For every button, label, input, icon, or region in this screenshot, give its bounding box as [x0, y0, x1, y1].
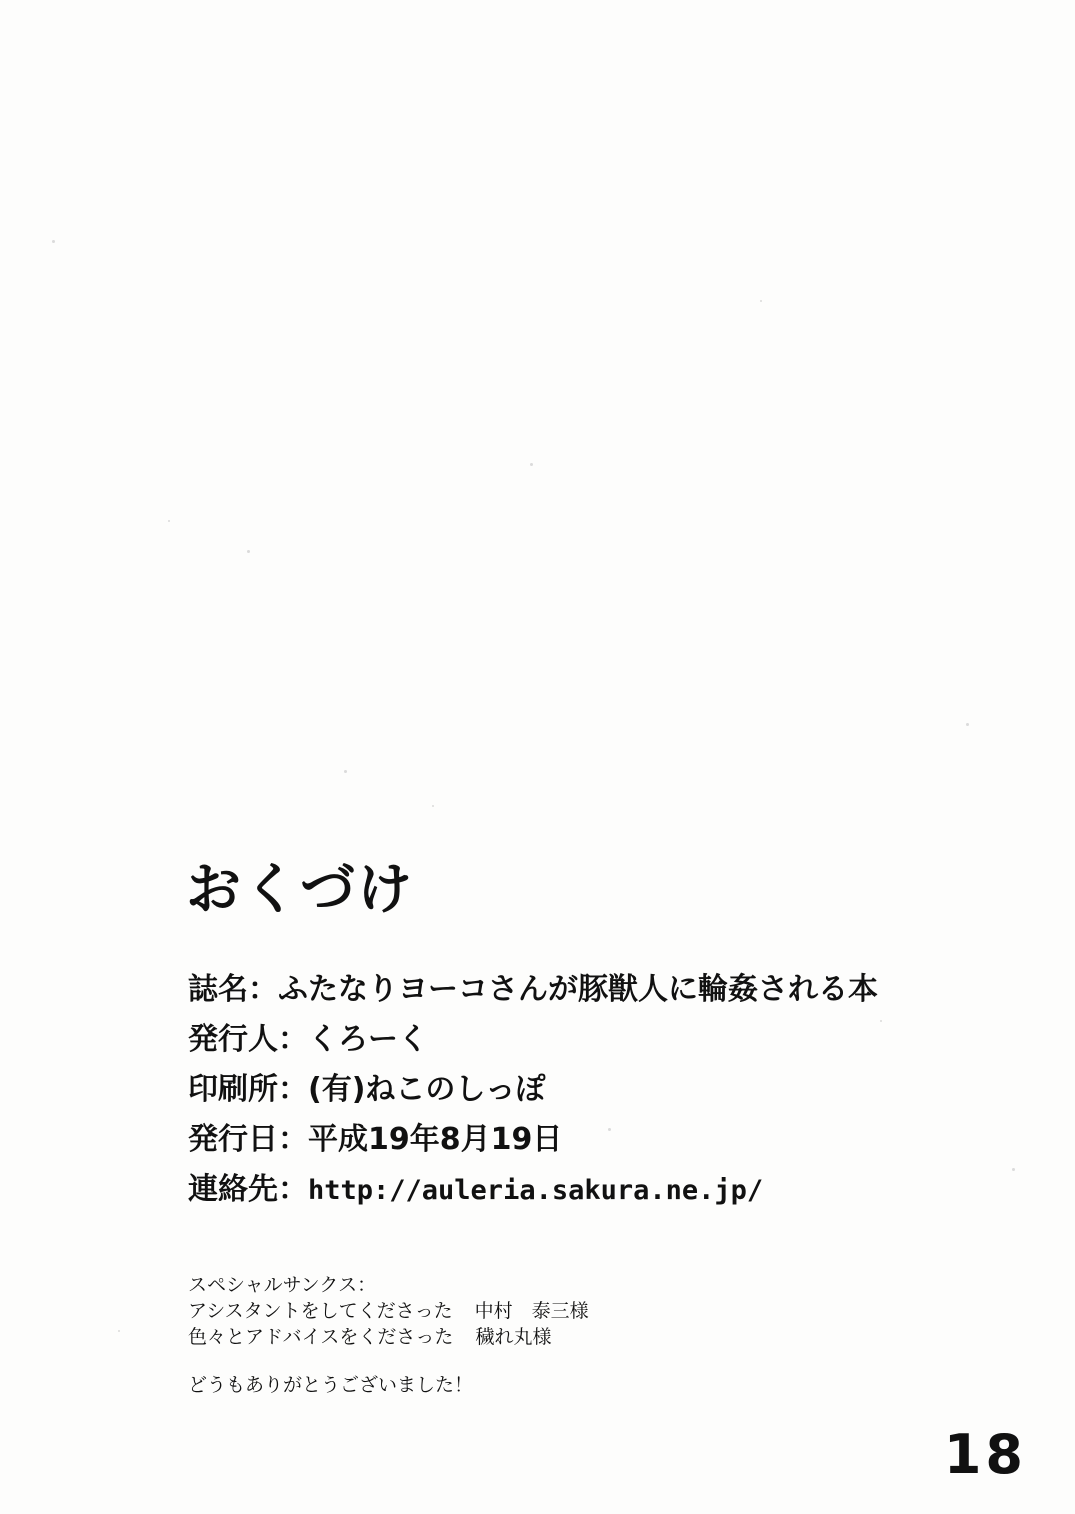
section-title: おくづけ: [186, 857, 415, 921]
thanks-text: 色々とアドバイスをくださった: [188, 1326, 454, 1348]
thanks-name: 中村 泰三様: [474, 1300, 589, 1322]
info-value: くろーく: [308, 1022, 428, 1057]
info-value: 平成19年8月19日: [308, 1122, 563, 1157]
thanks-line: [188, 1298, 888, 1324]
publication-info: [188, 965, 988, 1216]
info-row: [188, 1065, 988, 1115]
thanks-line: [188, 1324, 888, 1350]
info-value: ふたなりヨーコさんが豚獣人に輪姦される本: [278, 972, 878, 1007]
info-label: 発行日：: [188, 1122, 308, 1157]
info-row: [188, 1015, 988, 1065]
thanks-heading: スペシャルサンクス：: [188, 1274, 377, 1296]
thanks-name: 穢れ丸様: [475, 1326, 552, 1348]
info-label: 印刷所：: [188, 1072, 308, 1107]
info-label: 連絡先：: [188, 1172, 308, 1207]
contact-url[interactable]: http://auleria.sakura.ne.jp/: [308, 1175, 764, 1206]
info-label: 発行人：: [188, 1022, 308, 1057]
info-value: (有)ねこのしっぽ: [308, 1072, 546, 1107]
info-row: [188, 1115, 988, 1165]
info-label: 誌名：: [188, 972, 278, 1007]
thanks-closing: どうもありがとうございました！: [188, 1374, 474, 1396]
info-row-contact: [188, 1165, 988, 1216]
info-row: [188, 965, 988, 1015]
page-number: 18: [943, 1423, 1027, 1486]
special-thanks: [188, 1272, 888, 1398]
thanks-text: アシスタントをしてくださった: [188, 1300, 453, 1322]
